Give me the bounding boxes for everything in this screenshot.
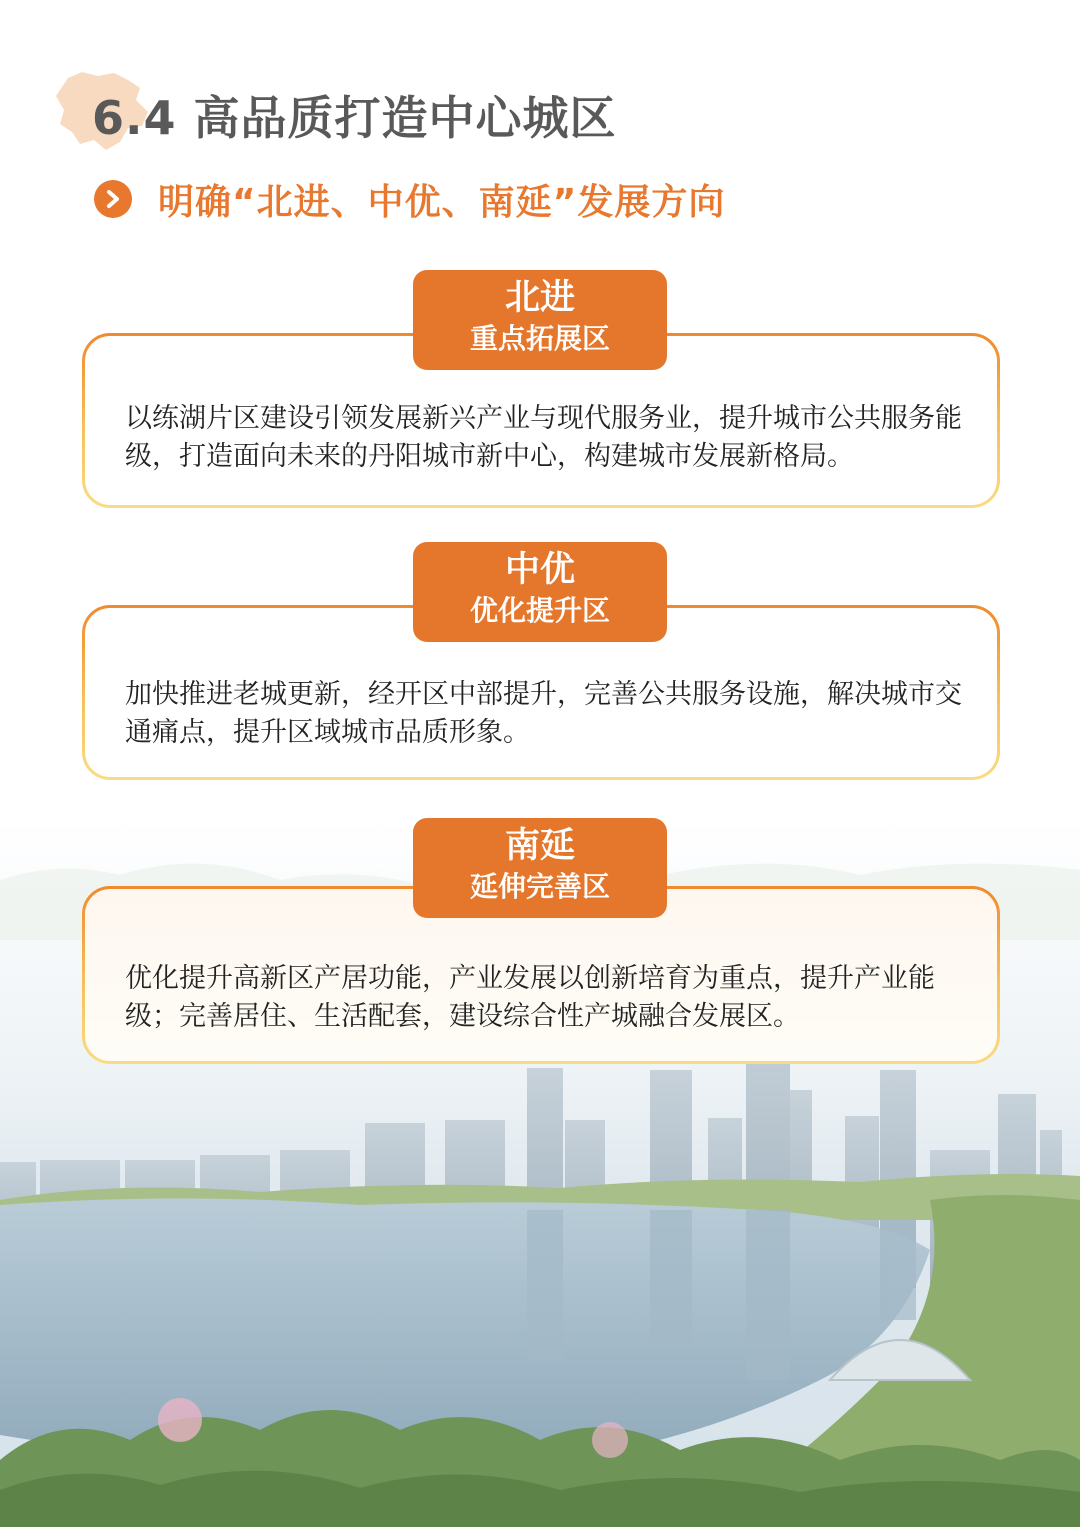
section-heading	[94, 173, 725, 225]
section-label-title: 中优	[504, 550, 575, 590]
section-label-center	[413, 542, 667, 642]
page-title: 6.4 高品质打造中心城区	[92, 91, 617, 145]
section-label-subtitle: 延伸完善区	[469, 870, 610, 903]
section-label-north	[413, 270, 667, 370]
section-label-title: 南延	[504, 826, 575, 866]
section-subtitle: 明确“北进、中优、南延”发展方向	[158, 181, 726, 223]
section-text: 优化提升高新区产居功能，产业发展以创新培育为重点，提升产业能级；完善居住、生活配套，建设综合性产城融合发展区。	[125, 963, 935, 1032]
chevron-right-icon	[94, 180, 132, 218]
section-label-south	[413, 818, 667, 918]
section-label-subtitle: 优化提升区	[469, 594, 610, 627]
section-label-title: 北进	[504, 278, 575, 318]
section-text: 以练湖片区建设引领发展新兴产业与现代服务业，提升城市公共服务能级，打造面向未来的丹阳城市新中心，构建城市发展新格局。	[125, 403, 962, 472]
section-text: 加快推进老城更新，经开区中部提升，完善公共服务设施，解决城市交通痛点，提升区域城市品质形象。	[125, 679, 962, 748]
section-label-subtitle: 重点拓展区	[469, 322, 610, 355]
